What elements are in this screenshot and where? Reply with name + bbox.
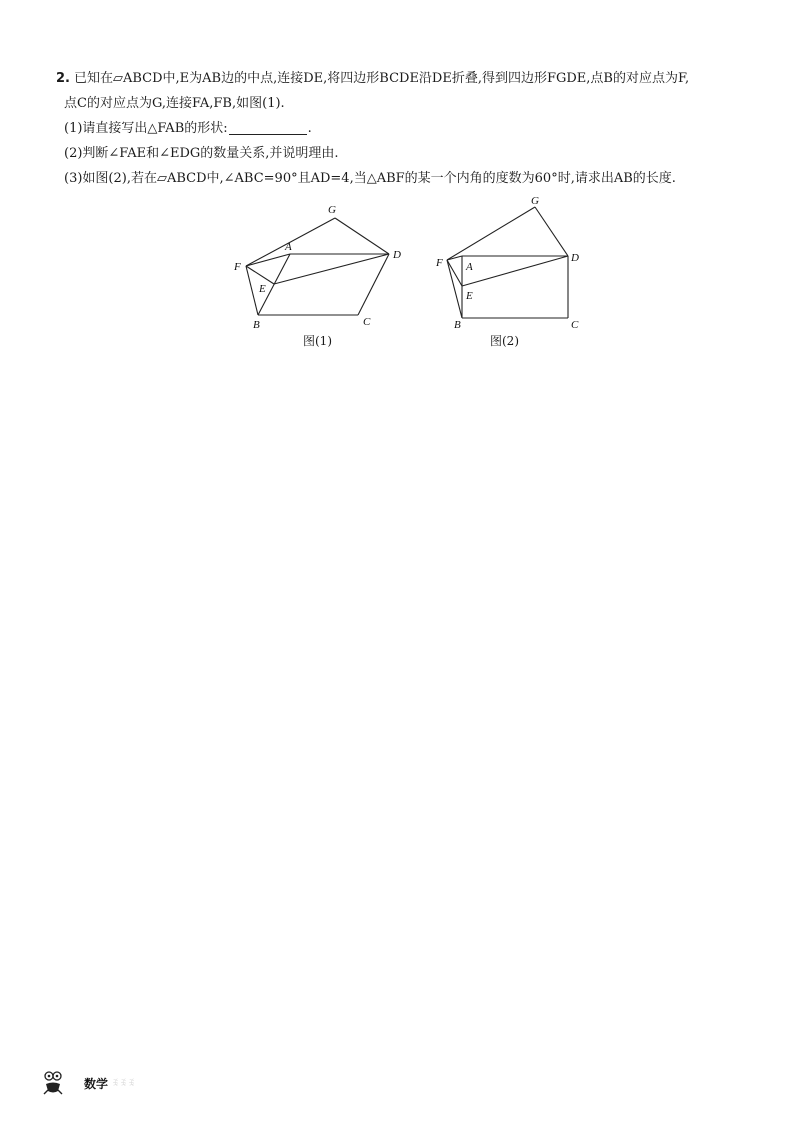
figure-1-label-A: A <box>285 241 292 253</box>
figure-1-label-C: C <box>363 316 371 328</box>
figure-2-caption: 图(2) <box>490 334 519 348</box>
figure-2 <box>430 190 590 332</box>
figure-1-caption: 图(1) <box>303 334 332 348</box>
footer-faint-text: ꉂꉂꉂ <box>112 1079 137 1089</box>
figure-2-label-G: G <box>531 195 539 207</box>
answer-blank[interactable] <box>229 120 307 135</box>
figure-2-label-A: A <box>466 261 473 273</box>
figure-1-label-D: D <box>393 249 401 261</box>
question-2: (2)判断∠FAE和∠EDG的数量关系,并说明理由. <box>64 146 339 161</box>
problem-stem-text-1: 已知在▱ABCD中,E为AB边的中点,连接DE,将四边形BCDE沿DE折叠,得到四边形FGDE,点B的对应点为F, <box>73 71 690 86</box>
mascot-icon <box>42 1070 64 1096</box>
problem-stem-line-2: 点C的对应点为G,连接FA,FB,如图(1). <box>64 96 285 111</box>
page-footer <box>42 1070 136 1096</box>
question-1-text: (1)请直接写出△FAB的形状: <box>64 121 228 136</box>
figure-1-label-G: G <box>328 204 336 216</box>
figure-1-label-F: F <box>234 261 241 273</box>
figure-2-label-E: E <box>466 290 473 302</box>
question-1-end: . <box>307 121 312 136</box>
question-3: (3)如图(2),若在▱ABCD中,∠ABC=90°且AD=4,当△ABF的某一个内角的度数为60°时,请求出AB的长度. <box>64 171 676 186</box>
figure-1 <box>225 200 415 332</box>
problem-stem-line-1 <box>56 66 756 91</box>
figure-2-label-D: D <box>571 252 579 264</box>
figure-2-label-F: F <box>436 257 443 269</box>
figure-2-label-C: C <box>571 319 579 331</box>
problem-2 <box>56 66 756 191</box>
figure-1-label-E: E <box>259 283 266 295</box>
problem-number: 2. <box>56 71 70 86</box>
footer-subject: 数学 <box>84 1076 109 1091</box>
figure-1-label-B: B <box>253 319 260 331</box>
figure-1-lines <box>246 218 389 315</box>
question-1 <box>56 116 756 141</box>
figure-2-label-B: B <box>454 319 461 331</box>
